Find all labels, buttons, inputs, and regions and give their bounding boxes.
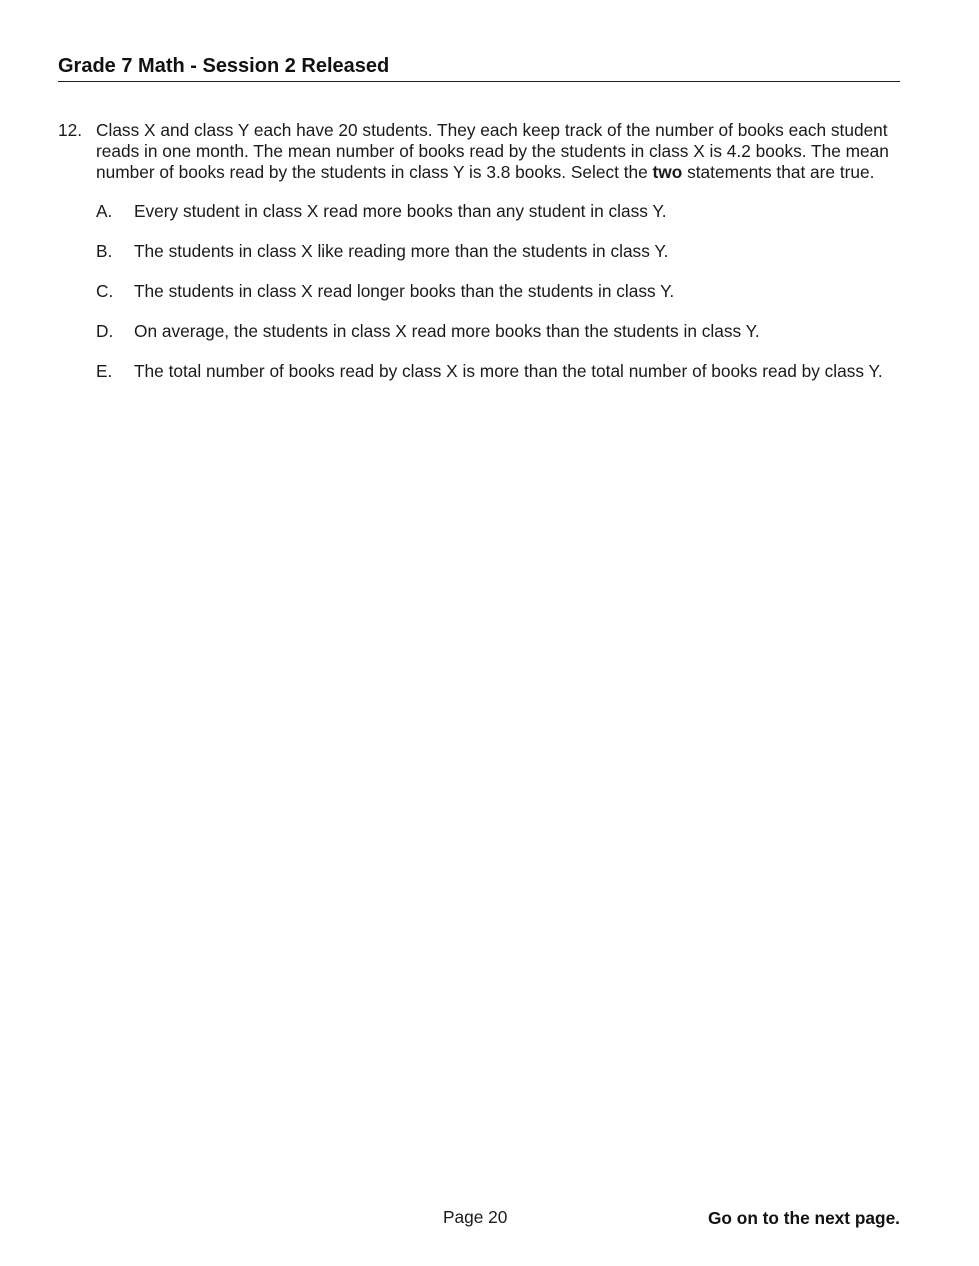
question-stem-text-end: statements that are true. xyxy=(682,162,875,182)
choice-letter: C. xyxy=(96,281,114,301)
choice-b[interactable] xyxy=(96,241,900,262)
choice-text: The students in class X read longer books than the students in class Y. xyxy=(134,281,675,301)
question-12 xyxy=(58,120,900,401)
choice-a[interactable] xyxy=(96,201,900,222)
question-stem-emphasis: two xyxy=(652,162,683,182)
choice-letter: B. xyxy=(96,241,113,261)
question-stem-text-start: Class X and class Y each have 20 students. They each keep track of the number of books each student reads in one month. The mean number of books read by the students in class X is 4.2 books. The mean number of books read by the students in class Y is 3.8 books. Select the xyxy=(96,120,889,182)
choice-letter: A. xyxy=(96,201,113,221)
choice-text: Every student in class X read more books than any student in class Y. xyxy=(134,201,667,221)
question-number: 12. xyxy=(58,120,83,140)
choice-letter: D. xyxy=(96,321,114,341)
choice-text: The total number of books read by class X is more than the total number of books read by class Y. xyxy=(134,361,883,381)
answer-choices xyxy=(96,201,900,382)
question-stem xyxy=(96,120,900,183)
choice-c[interactable] xyxy=(96,281,900,302)
choice-letter: E. xyxy=(96,361,113,381)
choice-text: On average, the students in class X read more books than the students in class Y. xyxy=(134,321,760,341)
page-title: Grade 7 Math - Session 2 Released xyxy=(58,55,390,77)
choice-d[interactable] xyxy=(96,321,900,342)
page-header xyxy=(58,54,900,82)
question-stem-row xyxy=(58,120,900,183)
choice-e[interactable] xyxy=(96,361,900,382)
choice-text: The students in class X like reading more than the students in class Y. xyxy=(134,241,669,261)
next-page-instruction: Go on to the next page. xyxy=(707,1208,900,1228)
page-number: Page 20 xyxy=(443,1207,508,1227)
